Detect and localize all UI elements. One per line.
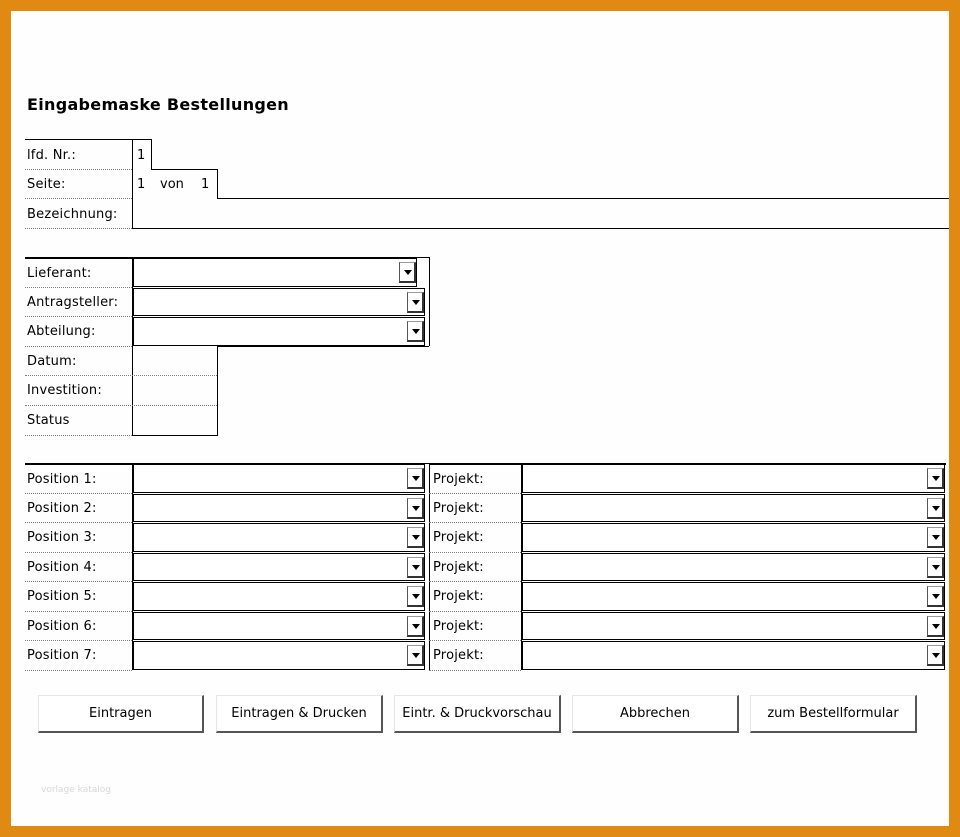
chevron-down-icon[interactable] — [927, 498, 944, 519]
projekt-6-dropdown[interactable] — [522, 612, 945, 640]
divider — [151, 139, 152, 170]
chevron-down-icon[interactable] — [927, 527, 944, 548]
projekt-label: Projekt: — [433, 501, 484, 516]
chevron-down-icon[interactable] — [927, 468, 944, 489]
divider — [25, 670, 132, 671]
abteilung-dropdown[interactable] — [133, 317, 425, 346]
chevron-down-icon[interactable] — [407, 645, 424, 666]
status-field[interactable] — [133, 406, 217, 434]
projekt-4-dropdown[interactable] — [522, 553, 945, 581]
bezeichnung-field[interactable] — [137, 200, 937, 228]
abteilung-label: Abteilung: — [27, 324, 96, 339]
chevron-down-icon[interactable] — [407, 616, 424, 637]
datum-label: Datum: — [27, 354, 77, 369]
position-label: Position 2: — [27, 501, 97, 516]
divider — [132, 435, 218, 436]
projekt-label: Projekt: — [433, 589, 484, 604]
position-label: Position 3: — [27, 530, 97, 545]
position-5-dropdown[interactable] — [133, 582, 425, 611]
chevron-down-icon[interactable] — [927, 586, 944, 607]
investition-field[interactable] — [133, 376, 217, 404]
position-3-dropdown[interactable] — [133, 523, 425, 552]
projekt-2-dropdown[interactable] — [522, 494, 945, 522]
projekt-5-dropdown[interactable] — [522, 582, 945, 611]
chevron-down-icon[interactable] — [407, 292, 424, 313]
chevron-down-icon[interactable] — [407, 586, 424, 607]
eintragen-button[interactable]: Eintragen — [38, 695, 204, 733]
chevron-down-icon[interactable] — [407, 498, 424, 519]
abbrechen-button[interactable]: Abbrechen — [572, 695, 739, 733]
chevron-down-icon[interactable] — [407, 527, 424, 548]
position-label: Position 4: — [27, 560, 97, 575]
divider — [132, 139, 151, 140]
lieferant-dropdown[interactable] — [133, 258, 417, 287]
seite-label: Seite: — [27, 177, 66, 192]
seite-value[interactable]: 1 — [137, 177, 146, 192]
eintragen-drucken-button[interactable]: Eintragen & Drucken — [216, 695, 383, 733]
lieferant-label: Lieferant: — [27, 266, 92, 281]
projekt-label: Projekt: — [433, 472, 484, 487]
von-value[interactable]: 1 — [201, 177, 210, 192]
datum-field[interactable] — [133, 347, 217, 375]
divider — [217, 346, 429, 347]
chevron-down-icon[interactable] — [927, 616, 944, 637]
chevron-down-icon[interactable] — [927, 557, 944, 578]
divider — [217, 198, 949, 199]
chevron-down-icon[interactable] — [407, 321, 424, 342]
divider — [217, 346, 218, 435]
page-title: Eingabemaske Bestellungen — [27, 95, 289, 114]
status-label: Status — [27, 413, 70, 428]
projekt-label: Projekt: — [433, 648, 484, 663]
divider — [25, 435, 132, 436]
druckvorschau-button[interactable]: Eintr. & Druckvorschau — [394, 695, 561, 733]
divider — [429, 257, 430, 346]
divider — [25, 139, 132, 140]
projekt-7-dropdown[interactable] — [522, 641, 945, 670]
projekt-label: Projekt: — [433, 530, 484, 545]
projekt-label: Projekt: — [433, 560, 484, 575]
divider — [429, 670, 521, 671]
chevron-down-icon[interactable] — [407, 557, 424, 578]
form-sheet — [11, 11, 949, 826]
antragsteller-dropdown[interactable] — [133, 288, 425, 316]
divider — [132, 228, 949, 229]
position-label: Position 1: — [27, 472, 97, 487]
lfd-nr-label: lfd. Nr.: — [27, 148, 76, 163]
position-label: Position 7: — [27, 648, 97, 663]
watermark: vorlage katalog — [41, 785, 111, 795]
position-label: Position 5: — [27, 589, 97, 604]
position-2-dropdown[interactable] — [133, 494, 425, 522]
position-label: Position 6: — [27, 619, 97, 634]
antragsteller-label: Antragsteller: — [27, 295, 119, 310]
chevron-down-icon[interactable] — [399, 262, 416, 283]
bestellformular-button[interactable]: zum Bestellformular — [750, 695, 917, 733]
position-6-dropdown[interactable] — [133, 612, 425, 640]
chevron-down-icon[interactable] — [927, 645, 944, 666]
projekt-3-dropdown[interactable] — [522, 523, 945, 552]
position-7-dropdown[interactable] — [133, 641, 425, 670]
projekt-label: Projekt: — [433, 619, 484, 634]
divider — [429, 463, 430, 670]
position-4-dropdown[interactable] — [133, 553, 425, 581]
chevron-down-icon[interactable] — [407, 468, 424, 489]
divider — [132, 139, 133, 229]
von-label: von — [160, 177, 184, 192]
lfd-nr-value[interactable]: 1 — [137, 148, 146, 163]
divider — [217, 169, 218, 199]
bezeichnung-label: Bezeichnung: — [27, 207, 118, 222]
position-1-dropdown[interactable] — [133, 464, 425, 493]
projekt-1-dropdown[interactable] — [522, 464, 945, 493]
investition-label: Investition: — [27, 383, 102, 398]
